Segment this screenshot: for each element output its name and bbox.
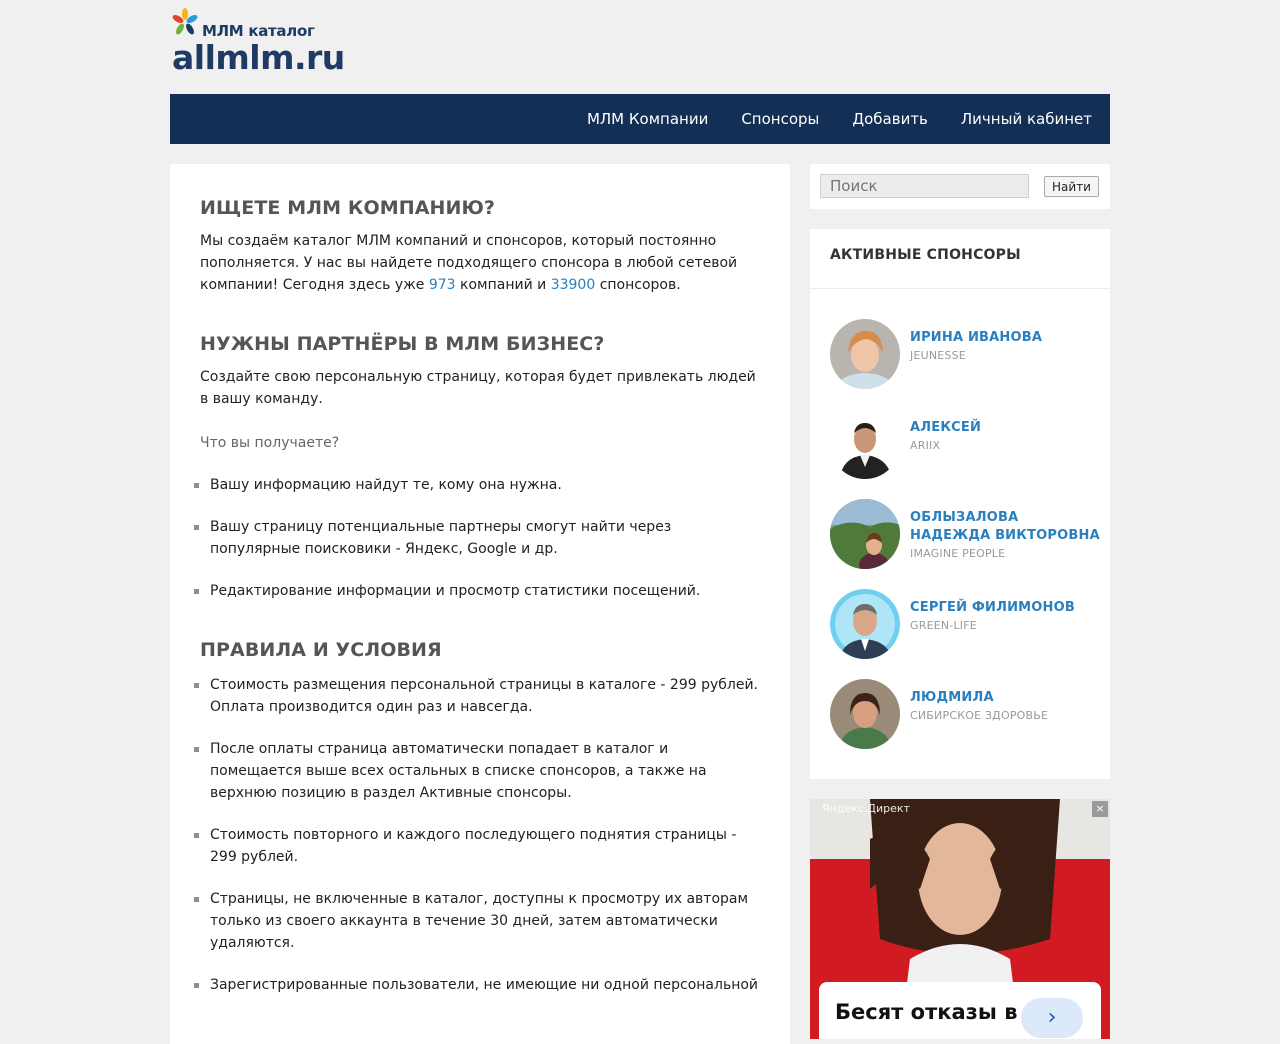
avatar[interactable] <box>830 499 900 569</box>
ad-banner[interactable] <box>810 799 1110 1039</box>
sponsor-company: JEUNESSE <box>910 349 966 362</box>
site-logo[interactable] <box>172 8 372 78</box>
sponsor-info <box>910 329 1100 365</box>
sponsor-info <box>910 599 1100 635</box>
nav-item-add[interactable]: Добавить <box>852 110 928 128</box>
benefits-subheading: Что вы получаете? <box>200 435 340 451</box>
logo-tagline: МЛМ каталог <box>202 22 315 40</box>
main-content <box>170 164 790 1044</box>
sponsor-name-link[interactable]: ОБЛЫЗАЛОВА НАДЕЖДА ВИКТОРОВНА <box>910 510 1100 543</box>
sponsor-info <box>910 419 1100 455</box>
logo-domain: allmlm.ru <box>172 38 345 77</box>
list-item: Стоимость размещения персональной страницы в каталоге - 299 рублей. Оплата производится один раз и навсегда. <box>200 674 760 718</box>
list-item: Вашу информацию найдут те, кому она нужна. <box>200 474 760 496</box>
sponsor-info <box>910 689 1100 725</box>
section-title-rules: ПРАВИЛА И УСЛОВИЯ <box>200 639 442 661</box>
ad-headline: Бесят отказы в <box>835 1000 1018 1024</box>
avatar[interactable] <box>830 319 900 389</box>
list-item: Зарегистрированные пользователи, не имеющие ни одной персональной <box>200 974 760 996</box>
sponsors-title: АКТИВНЫЕ СПОНСОРЫ <box>830 247 1021 263</box>
divider <box>810 288 1110 289</box>
intro-text-middle: компаний и <box>455 277 551 293</box>
list-item: Стоимость повторного и каждого последующего поднятия страницы - 299 рублей. <box>200 824 760 868</box>
list-item: Страницы, не включенные в каталог, доступны к просмотру их авторам только из своего аккаунта в течение 30 дней, затем автоматически удаляются. <box>200 888 760 954</box>
sponsor-item[interactable] <box>830 499 1100 571</box>
search-widget <box>810 164 1110 209</box>
section-title-find-company: ИЩЕТЕ МЛМ КОМПАНИЮ? <box>200 197 496 219</box>
main-nav <box>170 94 1110 144</box>
intro-text-before: Мы создаём каталог МЛМ компаний и спонсоров, который постоянно пополняется. У нас вы найдете подходящего спонсора в любой сетевой компании! Сегодня здесь уже <box>200 233 738 293</box>
sponsor-item[interactable] <box>830 589 1100 661</box>
section-title-need-partners: НУЖНЫ ПАРТНЁРЫ В МЛМ БИЗНЕС? <box>200 333 605 355</box>
content-inner <box>200 190 760 996</box>
sponsor-item[interactable] <box>830 409 1100 481</box>
nav-item-account[interactable]: Личный кабинет <box>960 110 1092 128</box>
sponsors-count-link[interactable]: 33900 <box>550 277 596 293</box>
sponsor-name-link[interactable]: ЛЮДМИЛА <box>910 690 994 705</box>
sponsor-company: IMAGINE PEOPLE <box>910 547 1006 560</box>
companies-count-link[interactable]: 973 <box>428 277 456 293</box>
active-sponsors-widget <box>810 229 1110 779</box>
avatar[interactable] <box>830 409 900 479</box>
intro-text-after: спонсоров. <box>595 277 681 293</box>
sponsor-item[interactable] <box>830 679 1100 751</box>
intro-paragraph <box>200 230 760 296</box>
arrow-right-icon[interactable]: › <box>1021 998 1083 1038</box>
nav-item-sponsors[interactable]: Спонсоры <box>741 110 820 128</box>
sponsor-company: ARIIX <box>910 439 941 452</box>
sponsor-name-link[interactable]: АЛЕКСЕЙ <box>910 420 982 435</box>
nav-items <box>554 94 1092 144</box>
search-button[interactable]: Найти <box>1044 176 1099 197</box>
sponsor-company: СИБИРСКОЕ ЗДОРОВЬЕ <box>910 709 1049 722</box>
nav-item-companies[interactable]: МЛМ Компании <box>586 110 709 128</box>
partners-paragraph: Создайте свою персональную страницу, которая будет привлекать людей в вашу команду. <box>200 369 756 407</box>
avatar[interactable] <box>830 589 900 659</box>
list-item: После оплаты страница автоматически попадает в каталог и помещается выше всех остальных в списке спонсоров, а также на верхнюю позицию в раздел Активные спонсоры. <box>200 738 760 804</box>
sponsor-company: GREEN-LIFE <box>910 619 977 632</box>
ad-label: Яндекс.Директ <box>822 802 910 815</box>
sponsor-name-link[interactable]: СЕРГЕЙ ФИЛИМОНОВ <box>910 600 1075 615</box>
rules-list <box>200 674 760 996</box>
close-icon[interactable]: × <box>1092 801 1108 817</box>
list-item: Редактирование информации и просмотр статистики посещений. <box>200 580 760 602</box>
sponsor-info <box>910 509 1100 563</box>
benefits-list <box>200 474 760 602</box>
sponsor-item[interactable] <box>830 319 1100 391</box>
ad-card[interactable] <box>819 982 1101 1039</box>
search-input[interactable] <box>820 174 1029 198</box>
flower-logo-icon <box>172 8 198 38</box>
list-item: Вашу страницу потенциальные партнеры смогут найти через популярные поисковики - Яндекс, Google и др. <box>200 516 760 560</box>
avatar[interactable] <box>830 679 900 749</box>
sponsor-name-link[interactable]: ИРИНА ИВАНОВА <box>910 330 1043 345</box>
